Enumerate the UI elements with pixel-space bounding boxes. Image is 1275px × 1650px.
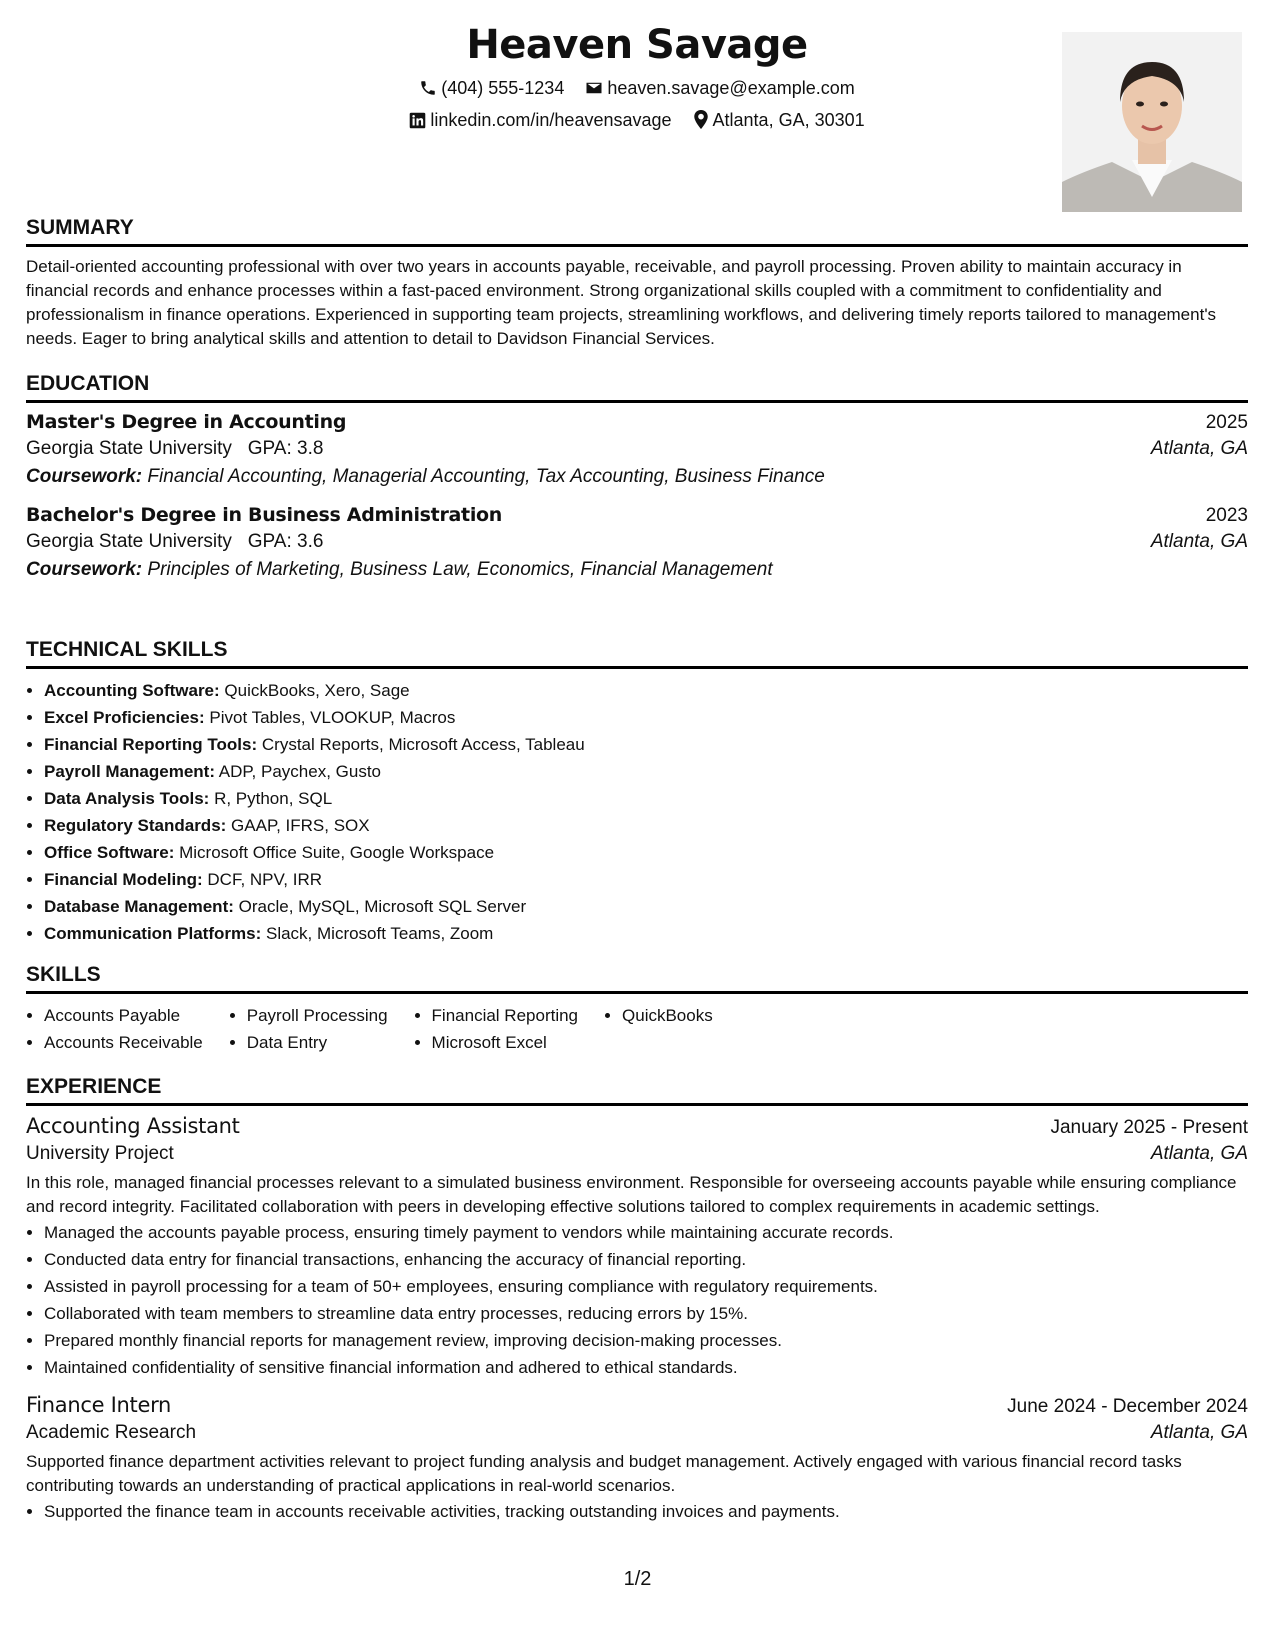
location-text: Atlanta, GA, 30301 xyxy=(712,110,865,130)
list-item: • Financial Reporting Tools: Crystal Reports, Microsoft Access, Tableau xyxy=(44,731,1248,758)
education-entry xyxy=(26,504,1248,581)
gpa: GPA: 3.6 xyxy=(247,531,324,552)
coursework-list: Principles of Marketing, Business Law, Economics, Financial Management xyxy=(147,559,773,580)
list-item: • Prepared monthly financial reports for management review, improving decision-making processes. xyxy=(44,1327,1248,1354)
job-bullets xyxy=(26,1498,1248,1525)
linkedin-contact[interactable] xyxy=(409,110,671,131)
portrait-image xyxy=(1062,32,1242,212)
job-org: University Project xyxy=(26,1143,174,1164)
job-location: Atlanta, GA xyxy=(1150,1422,1248,1443)
job-description: Supported finance department activities relevant to project funding analysis and budget management. Actively engaged with various financial record tasks contributing towards an understanding of practical applications in real-world scenarios. xyxy=(26,1452,1182,1495)
skills-section xyxy=(26,963,1248,1056)
summary-section xyxy=(26,216,1248,351)
map-pin-icon xyxy=(693,110,709,129)
job-bullets xyxy=(26,1219,1248,1381)
list-item: • Assisted in payroll processing for a team of 50+ employees, ensuring compliance with regulatory requirements. xyxy=(44,1273,1248,1300)
degree-title: Master's Degree in Accounting xyxy=(26,411,347,433)
list-item: • Accounts Payable xyxy=(44,1002,203,1029)
envelope-icon xyxy=(585,79,603,97)
technical-skills-section xyxy=(26,638,1248,947)
job-location: Atlanta, GA xyxy=(1150,1143,1248,1164)
list-item: • Payroll Processing xyxy=(247,1002,388,1029)
profile-photo xyxy=(1062,32,1242,212)
skills-column xyxy=(229,1002,388,1056)
job-dates: June 2024 - December 2024 xyxy=(1007,1396,1248,1417)
skills-column xyxy=(604,1002,713,1056)
technical-skills-list xyxy=(26,677,1248,947)
job-description: In this role, managed financial processes relevant to a simulated business environment. Responsible for overseeing accounts payable while ensuring compliance and record integrity. Facilitated collaboration with peers in developing effective solutions tailored to complex requirements in academic settings. xyxy=(26,1173,1237,1216)
experience-heading: EXPERIENCE xyxy=(26,1075,1248,1106)
job-dates: January 2025 - Present xyxy=(1050,1117,1248,1138)
job-org: Academic Research xyxy=(26,1422,197,1443)
list-item: • Database Management: Oracle, MySQL, Microsoft SQL Server xyxy=(44,893,1248,920)
location-contact xyxy=(693,110,865,131)
degree-title: Bachelor's Degree in Business Administration xyxy=(26,504,503,526)
list-item: • Conducted data entry for financial transactions, enhancing the accuracy of financial reporting. xyxy=(44,1246,1248,1273)
list-item: • Accounts Receivable xyxy=(44,1029,203,1056)
degree-year: 2023 xyxy=(1205,505,1248,526)
coursework-label: Coursework: xyxy=(26,466,143,487)
list-item: • Data Analysis Tools: R, Python, SQL xyxy=(44,785,1248,812)
education-section xyxy=(26,372,1248,581)
coursework xyxy=(26,466,1248,488)
school-location: Atlanta, GA xyxy=(1150,531,1248,552)
list-item: • Communication Platforms: Slack, Microsoft Teams, Zoom xyxy=(44,920,1248,947)
skills-column xyxy=(26,1002,203,1056)
technical-skills-heading: TECHNICAL SKILLS xyxy=(26,638,1248,669)
experience-section xyxy=(26,1075,1248,1525)
list-item: • Financial Modeling: DCF, NPV, IRR xyxy=(44,866,1248,893)
phone-text: (404) 555-1234 xyxy=(441,78,565,98)
degree-year: 2025 xyxy=(1205,412,1248,433)
skills-column xyxy=(414,1002,578,1056)
summary-heading: SUMMARY xyxy=(26,216,1248,247)
linkedin-text[interactable]: linkedin.com/in/heavensavage xyxy=(430,110,672,130)
education-heading: EDUCATION xyxy=(26,372,1248,403)
list-item: • QuickBooks xyxy=(622,1002,713,1029)
linkedin-icon xyxy=(409,112,426,129)
candidate-name: Heaven Savage xyxy=(466,22,808,68)
school-location: Atlanta, GA xyxy=(1150,438,1248,459)
email-text[interactable]: heaven.savage@example.com xyxy=(607,78,855,98)
list-item: • Collaborated with team members to streamline data entry processes, reducing errors by 15%. xyxy=(44,1300,1248,1327)
school-name: Georgia State University xyxy=(26,531,232,552)
education-entry xyxy=(26,411,1248,488)
list-item: • Financial Reporting xyxy=(432,1002,578,1029)
summary-text: Detail-oriented accounting professional with over two years in accounts payable, receivable, and payroll processing. Proven ability to maintain accuracy in financial records and enhance processes within a fast-paced environment. Strong organizational skills coupled with a commitment to confidentiality and professionalism in finance operations. Experienced in supporting team projects, streamlining workflows, and delivering timely reports tailored to management's needs. Eager to bring analytical skills and attention to detail to Davidson Financial Services. xyxy=(26,257,1217,348)
list-item: • Office Software: Microsoft Office Suite, Google Workspace xyxy=(44,839,1248,866)
job-entry xyxy=(26,1114,1248,1381)
page-number: 1/2 xyxy=(623,1568,652,1590)
phone-contact xyxy=(419,78,564,99)
coursework-list: Financial Accounting, Managerial Accounting, Tax Accounting, Business Finance xyxy=(147,466,825,487)
list-item: • Microsoft Excel xyxy=(432,1029,578,1056)
coursework-label: Coursework: xyxy=(26,559,143,580)
email-contact[interactable] xyxy=(585,78,854,99)
skills-grid xyxy=(26,1002,1248,1056)
gpa: GPA: 3.8 xyxy=(247,438,324,459)
job-title: Accounting Assistant xyxy=(26,1114,240,1138)
coursework xyxy=(26,559,1248,581)
list-item: • Supported the finance team in accounts receivable activities, tracking outstanding invoices and payments. xyxy=(44,1498,1248,1525)
list-item: • Accounting Software: QuickBooks, Xero, Sage xyxy=(44,677,1248,704)
list-item: • Excel Proficiencies: Pivot Tables, VLOOKUP, Macros xyxy=(44,704,1248,731)
job-title: Finance Intern xyxy=(26,1393,172,1417)
list-item: • Managed the accounts payable process, ensuring timely payment to vendors while maintaining accurate records. xyxy=(44,1219,1248,1246)
list-item: • Regulatory Standards: GAAP, IFRS, SOX xyxy=(44,812,1248,839)
job-entry xyxy=(26,1393,1248,1525)
skills-heading: SKILLS xyxy=(26,963,1248,994)
list-item: • Payroll Management: ADP, Paychex, Gusto xyxy=(44,758,1248,785)
phone-icon xyxy=(419,79,437,97)
list-item: • Data Entry xyxy=(247,1029,388,1056)
school-name: Georgia State University xyxy=(26,438,232,459)
list-item: • Maintained confidentiality of sensitive financial information and adhered to ethical standards. xyxy=(44,1354,1248,1381)
